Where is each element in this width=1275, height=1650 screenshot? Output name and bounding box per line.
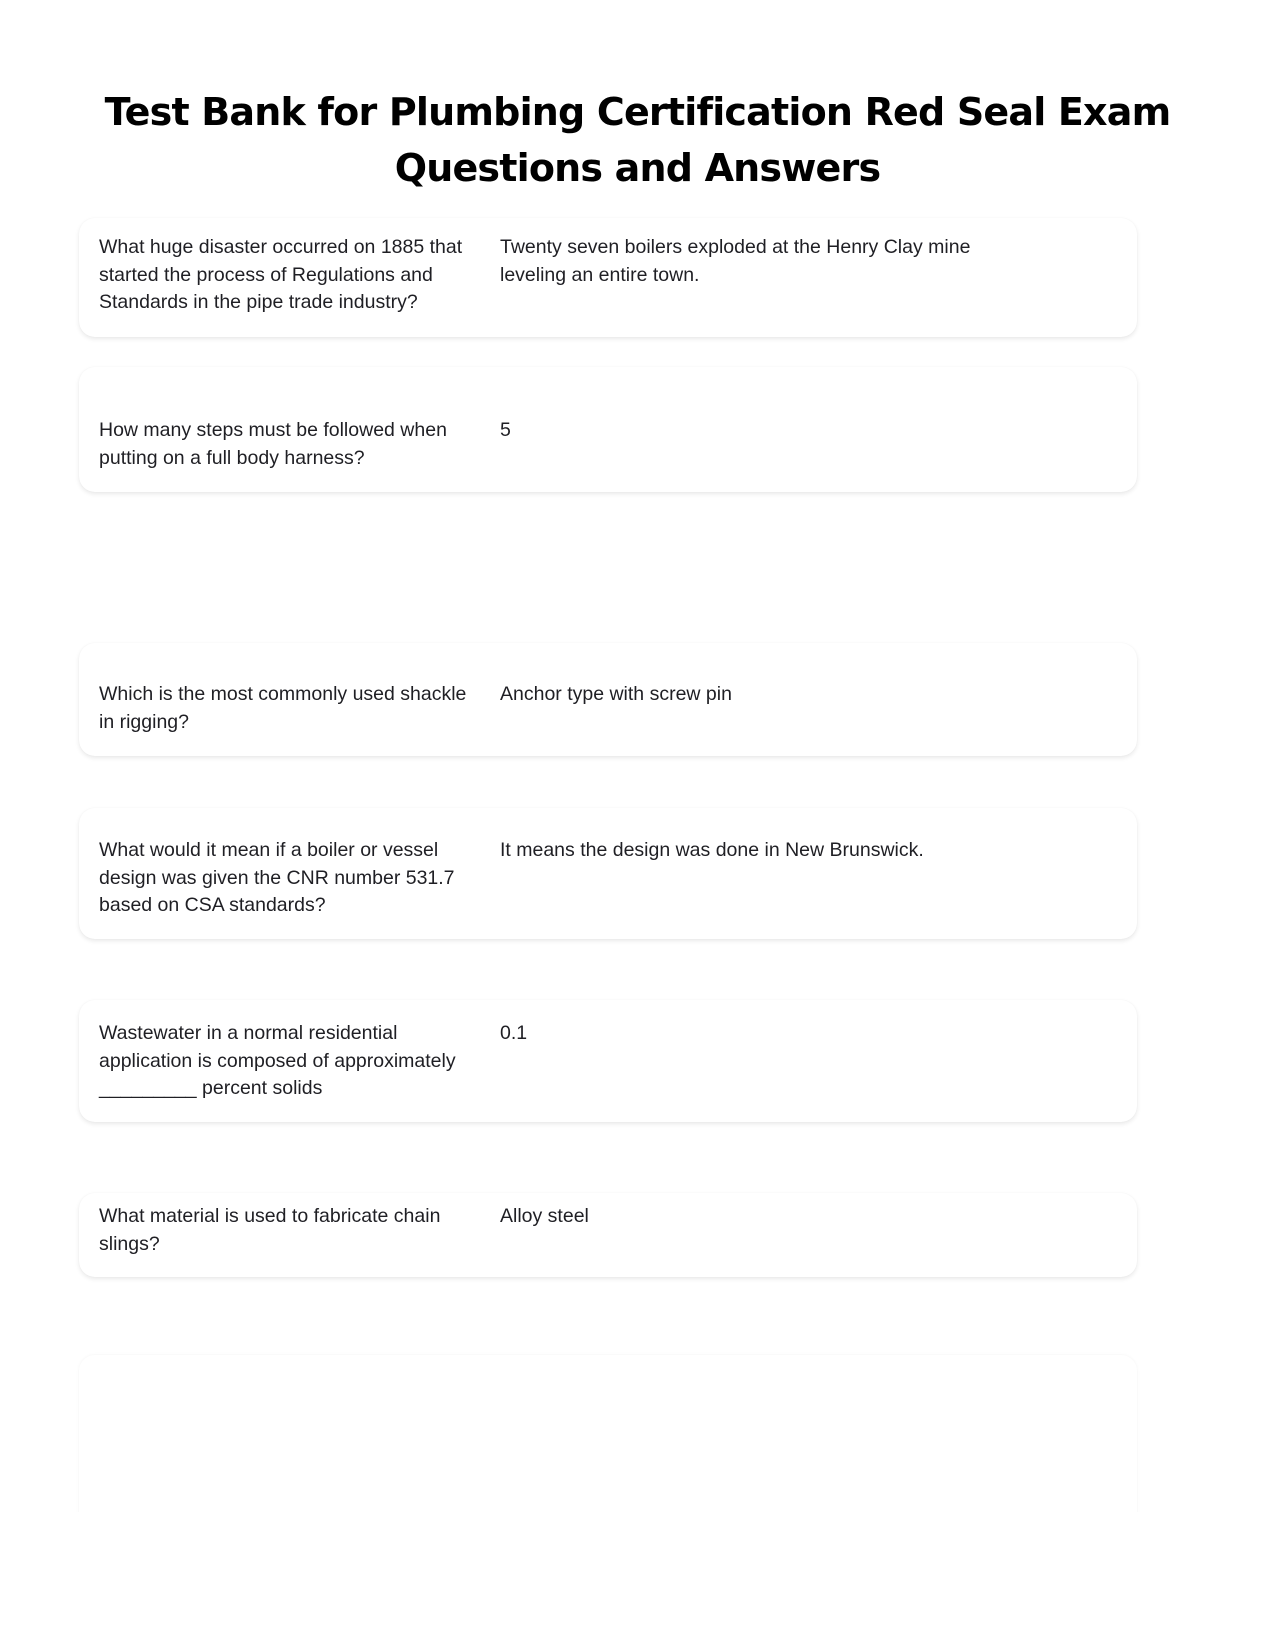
qa-card (79, 367, 1137, 492)
answer-text: It means the design was done in New Brunswick. (500, 839, 924, 861)
question-text: Which is the most commonly used shackle in rigging? (99, 683, 467, 733)
answer-text: Alloy steel (500, 1205, 589, 1227)
question-text: Wastewater in a normal residential application is composed of approximately _________ percent solids (99, 1022, 456, 1099)
page-title-line-2: Questions and Answers (394, 146, 881, 190)
qa-card (79, 218, 1137, 337)
answer-text: Anchor type with screw pin (500, 683, 732, 705)
answer-text: Twenty seven boilers exploded at the Henry Clay mine leveling an entire town. (500, 236, 971, 286)
qa-card (79, 808, 1137, 939)
question-text: How many steps must be followed when putting on a full body harness? (99, 419, 447, 469)
question-text: What material is used to fabricate chain slings? (99, 1205, 441, 1255)
answer-text: 5 (500, 419, 511, 441)
qa-card (79, 643, 1137, 756)
qa-card (79, 1000, 1137, 1122)
question-text: What would it mean if a boiler or vessel design was given the CNR number 531.7 based on CSA standards? (99, 839, 455, 916)
page-bottom-margin (0, 1512, 1275, 1650)
question-text: What huge disaster occurred on 1885 that started the process of Regulations and Standards in the pipe trade industry? (99, 236, 463, 313)
qa-card (79, 1193, 1137, 1277)
page-title-line-1: Test Bank for Plumbing Certification Red Seal Exam (104, 90, 1171, 134)
page-title (0, 84, 1275, 196)
answer-text: 0.1 (500, 1022, 528, 1044)
